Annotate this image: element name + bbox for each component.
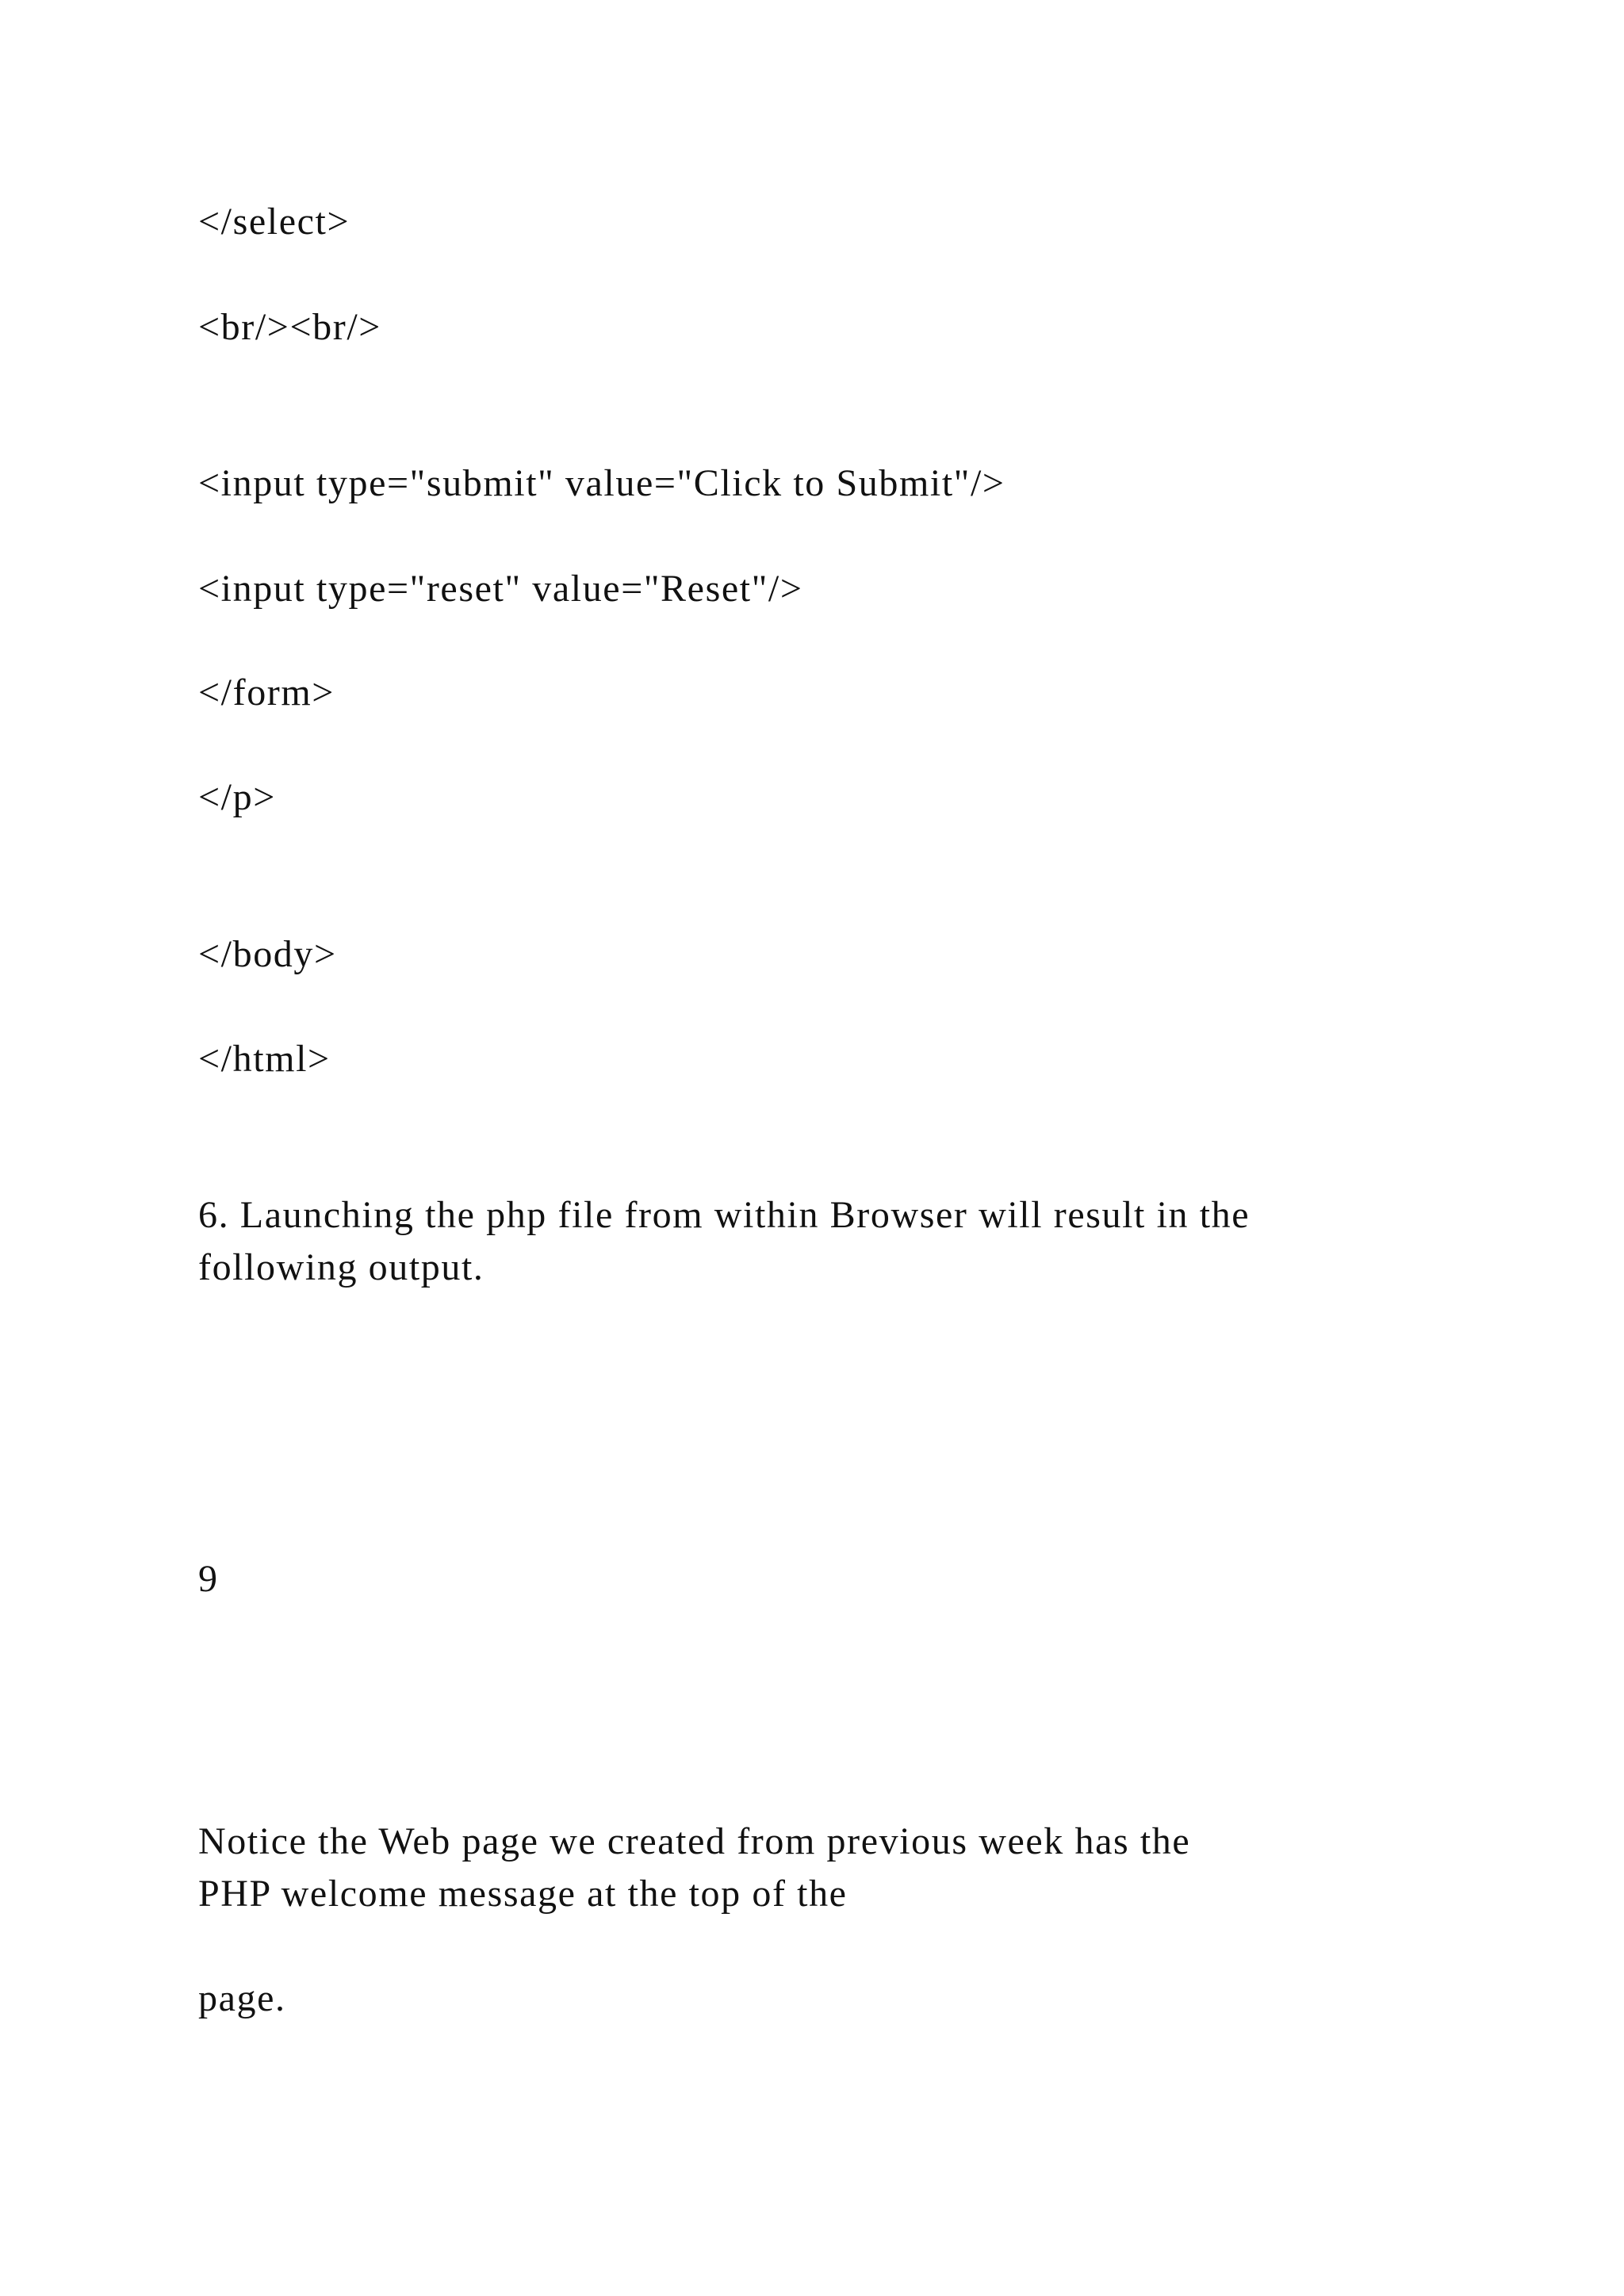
notice-text-line-2: PHP welcome message at the top of the: [198, 1873, 848, 1915]
step-6-text-line-2: following output.: [198, 1246, 485, 1288]
code-line-input-submit: <input type="submit" value="Click to Submit"/>: [198, 462, 1005, 504]
code-line-form-close: </form>: [198, 672, 335, 714]
code-line-input-reset: <input type="reset" value="Reset"/>: [198, 568, 803, 610]
notice-text-line-3: page.: [198, 1977, 286, 2019]
step-6-text-line-1: 6. Launching the php file from within Browser will result in the: [198, 1194, 1251, 1236]
code-line-select-close: </select>: [198, 201, 350, 243]
page-number: 9: [198, 1558, 219, 1600]
notice-text-line-1: Notice the Web page we created from previous week has the: [198, 1820, 1191, 1862]
code-line-p-close: </p>: [198, 776, 276, 818]
code-line-html-close: </html>: [198, 1038, 331, 1080]
code-line-body-close: </body>: [198, 933, 337, 975]
code-line-br-br: <br/><br/>: [198, 306, 381, 348]
